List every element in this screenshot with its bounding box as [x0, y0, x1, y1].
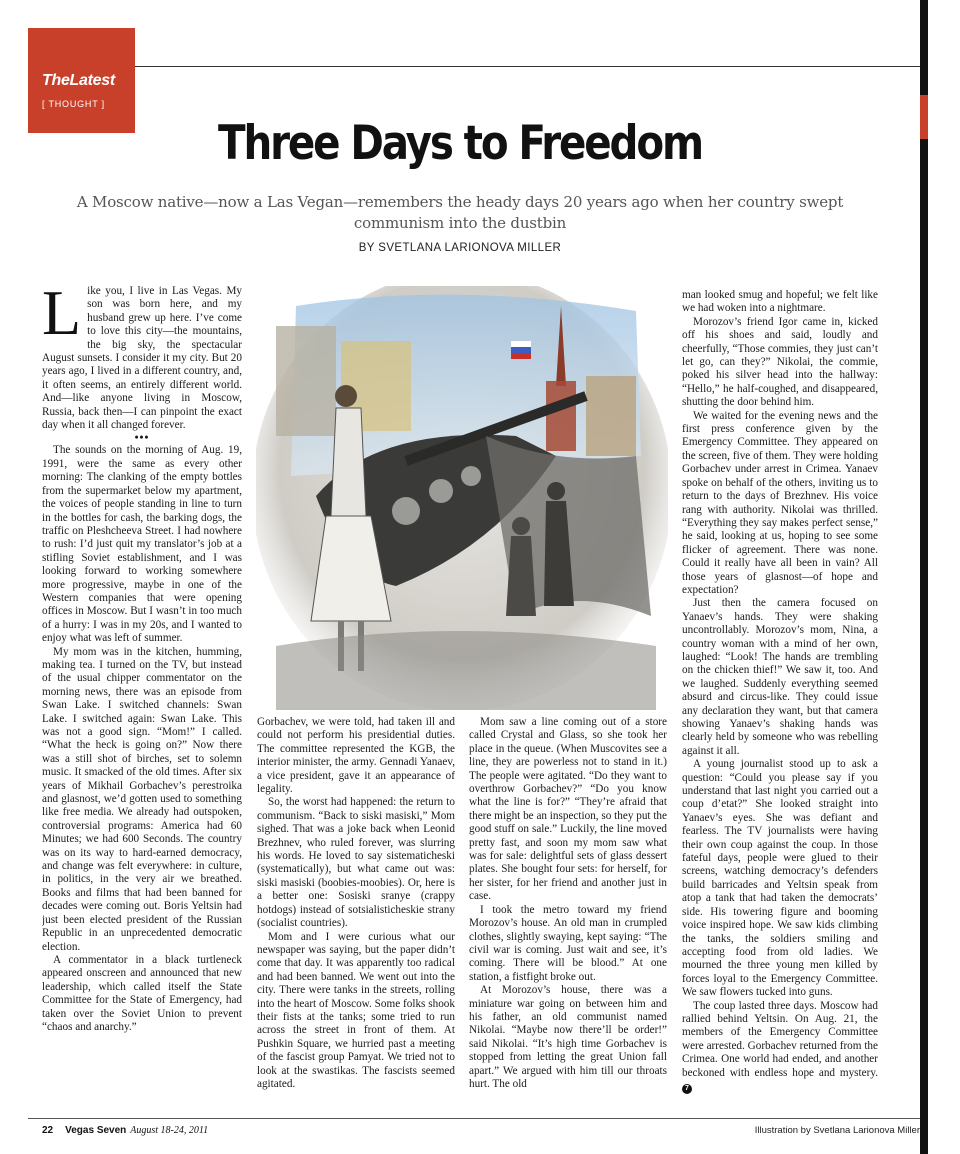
article-paragraph: The coup lasted three days. Moscow had rallied behind Yeltsin. On Aug. 21, the members of the Emergency Committee were arrested. Gorbachev returned from the Crimea. One world had ended, and another beckoned with endless hope and mystery. 7	[682, 999, 878, 1092]
illustration-flag-white	[511, 341, 531, 347]
article-paragraph: Mom saw a line coming out of a store called Crystal and Glass, so she took her place in the queue. (When Muscovites see a line, they are powerless not to stand in it.) The people were agitated. “Do they want to overthrow Gorbachev?” “Do you know what the line is for?” “They’re afraid that there might be an inspection, so they put the good stuff on sale.” Luckily, the line moved pretty fast, and soon my mom saw what was for sale: delightful sets of glass dessert plates. She bought four sets: for herself, for her sister, for her friend and another just in case.	[469, 716, 667, 903]
folio	[42, 1125, 208, 1136]
illustration-person	[506, 536, 536, 616]
article-paragraph: Gorbachev, we were told, had taken ill and could not perform his presidential duties. The committee represented the KGB, the interior minister, the army. Gennadi Yanaev, a vice president, gave it an appearance of legality.	[257, 716, 455, 796]
illustration-tower	[546, 381, 576, 451]
article-paragraph: We waited for the evening news and the first press conference given by the Emergency Committee. They appeared on the screen, five of them. They were holding Gorbachev under arrest in Crimea. Yanaev spoke on behalf of the others, inviting us to return to the days of Brezhnev. His voice rang with authority. Nikolai was thrilled. “Everything they say makes perfect sense,” he said, looking at us, hoping to see some flicker of agreement. There was none. Could it really have all been in vain? All those years of glasnost—of hope and expectation?	[682, 409, 878, 596]
article-paragraph: My mom was in the kitchen, humming, making tea. I turned on the TV, but instead of the usual chipper commentator on the morning news, there was an episode from Swan Lake. I switched channels: Swan Lake. I switched again: Swan Lake. This was not a good sign. “Mom!” I called. “What the heck is going on?” Now there was a still shot of birches, set to solemn music. It smacked of the old times. After six years of Mikhail Gorbachev’s perestroika and glasnost, we’d gotten used to something like free media. We already had outspoken, controversial programs: America had 60 Minutes; we had 600 Seconds. The country was on its way to hard-earned democracy, and change was felt everywhere: in culture, in politics, in the very air we breathed. Books and films that had been banned for decades were coming out. Boris Yeltsin had just been elected president of the Russian Republic in an unprecedented democratic election.	[42, 645, 242, 953]
section-break: •••	[134, 432, 150, 445]
illustration	[256, 286, 668, 710]
section-tag: [ THOUGHT ]	[42, 99, 105, 109]
dek: A Moscow native—now a Las Vegan—remembers the heady days 20 years ago when her country swept communism into the dustbin	[76, 193, 844, 232]
magazine-name: Vegas Seven	[65, 1125, 127, 1136]
article-paragraph: So, the worst had happened: the return to communism. “Back to siski masiski,” Mom sighed. That was a joke back when Leonid Brezhnev, who ruled forever, was slurring his words. He loved to say sistematicheski (systematically), but what came out was: siski masiski (boobies-moobies). Or, here is a better one: Sosiski sranye (crappy hotdogs) instead of sotsialisticheskie strany (socialist countries).	[257, 796, 455, 930]
illustration-building-right	[586, 376, 636, 456]
article-column-2	[257, 716, 455, 1096]
page-number: 22	[42, 1125, 54, 1136]
article-paragraph: A young journalist stood up to ask a question: “Could you please say if you understand that last night you carried out a coup d’etat?” She looked straight into Yanaev’s eyes. She was defiant and fearless. The TV journalists were having their own coup against the coup. In those fateful days, people were glued to their screens, watching democracy’s defenders build barricades and Yeltsin speak from atop a tank that had taken the democrats’ side. His towering figure and booming voice inspired hope. We saw kids climbing the tanks, the soldiers smiling and accepting food from old ladies. We mourned the three young men killed by forces loyal to the Emergency Committee. We saw flowers tucked into guns.	[682, 758, 878, 999]
drop-cap: L	[42, 285, 82, 348]
article-paragraph: Just then the camera focused on Yanaev’s hands. They were shaking uncontrollably. Morozov’s mom, Nina, a country woman with a mind of her own, laughed: “Look! The hands are trembling on the chicken thief!” We saw it, too. And we laughed. Suddenly everything seemed absurd and circus-like. They could issue any declaration they want, but that camera showing Yanaev’s shaking hands was clearly held by someone who was rebelling against it all.	[682, 597, 878, 757]
article-paragraph: Morozov’s friend Igor came in, kicked off his shoes and said, loudly and cheerfully, “Those commies, they just can’t let go, can they?” Nikolai, the commie, poked his silver head into the hallway: “Hello,” he half-coughed, and disappeared, shutting the door behind him.	[682, 315, 878, 409]
issue-date: August 18-24, 2011	[130, 1125, 209, 1136]
article-paragraph: I took the metro toward my friend Morozov’s house. An old man in crumpled clothes, slightly swaying, kept saying: “The civil war is coming. Just wait and see, it’s coming. There will be blood.” At one station, a fistfight broke out.	[469, 903, 667, 983]
illustration-woman-top	[331, 408, 366, 516]
illustration-ground	[276, 631, 656, 710]
illustration-woman-head	[335, 385, 357, 407]
illustration-building-left	[276, 326, 336, 436]
illustration-person-head	[547, 482, 565, 500]
illustration-flag-blue	[511, 347, 531, 353]
page-edge-bar	[920, 0, 928, 1154]
illustration-credit: Illustration by Svetlana Larionova Miller	[754, 1125, 920, 1136]
article-paragraph: At Morozov’s house, there was a miniature war going on between him and his father, an old communist named Nikolai. “Maybe now there’ll be order!” said Nikolai. “It’s high time Gorbachev is stopped from letting the great Union fall apart.” We argued with him till our throats hurt. The old	[469, 984, 667, 1090]
end-mark-icon: 7	[682, 1084, 692, 1094]
illustration-tank-wheel	[461, 466, 481, 486]
article-paragraph: Like you, I live in Las Vegas. My son was born here, and my husband grew up here. I’ve come to love this city—the mountains, the big sky, the spectacular August sunsets. I consider it my city. But 20 years ago, I lived in a different country, and, it often seems, an entirely different world. And—like anyone living in Moscow, Russia, back then—I can pinpoint the exact day when it all changed forever.	[42, 285, 242, 432]
byline: BY SVETLANA LARIONOVA MILLER	[358, 242, 562, 254]
footer-rule	[28, 1118, 920, 1119]
illustration-flag-red	[511, 353, 531, 359]
illustration-tank-wheel	[392, 497, 420, 525]
section-title: TheLatest	[42, 72, 115, 89]
article-column-3	[469, 716, 667, 1096]
article-paragraph: The sounds on the morning of Aug. 19, 1991, were the same as every other morning: The clanking of the empty bottles from the supermarket below my apartment, the voices of people standing in line to turn in the bottles for cash, the barking dogs, the traffic on Pleshcheeva Street. I had nowhere to rush: I’d just quit my translator’s job at a stifling Soviet establishment, and I was looking forward to working somewhere more progressive, maybe in one of the Western companies that were opening offices in Moscow. But I wasn’t in too much of a hurry: I was in my 20s, and I wanted to enjoy what was left of summer.	[42, 444, 242, 645]
article-paragraph: A commentator in a black turtleneck appeared onscreen and announced that new leadership, which called itself the State Committee for the State of Emergency, had taken over the Soviet Union to prevent “chaos and anarchy.”	[42, 953, 242, 1033]
article-paragraph: Mom and I were curious what our newspaper was saying, but the paper didn’t come that day. It was apparently too radical and had been banned. We went out into the city. There were tanks in the streets, rolling into the heart of Moscow. Some folks shook their fists at the tanks; some tried to run across the street in front of them. At Pushkin Square, we hurried past a meeting of the fascist group Pamyat. We tried not to look at the swastikas. The fascists seemed agitated.	[257, 930, 455, 1090]
article-column-4	[682, 289, 878, 1099]
page-edge-accent	[920, 95, 928, 139]
article-column-1	[42, 285, 242, 1095]
top-rule	[134, 66, 920, 67]
article-paragraph: man looked smug and hopeful; we felt like we had woken into a nightmare.	[682, 289, 878, 315]
headline: Three Days to Freedom	[218, 116, 702, 171]
illustration-person-head	[512, 517, 530, 535]
illustration-tank-wheel	[429, 479, 453, 503]
